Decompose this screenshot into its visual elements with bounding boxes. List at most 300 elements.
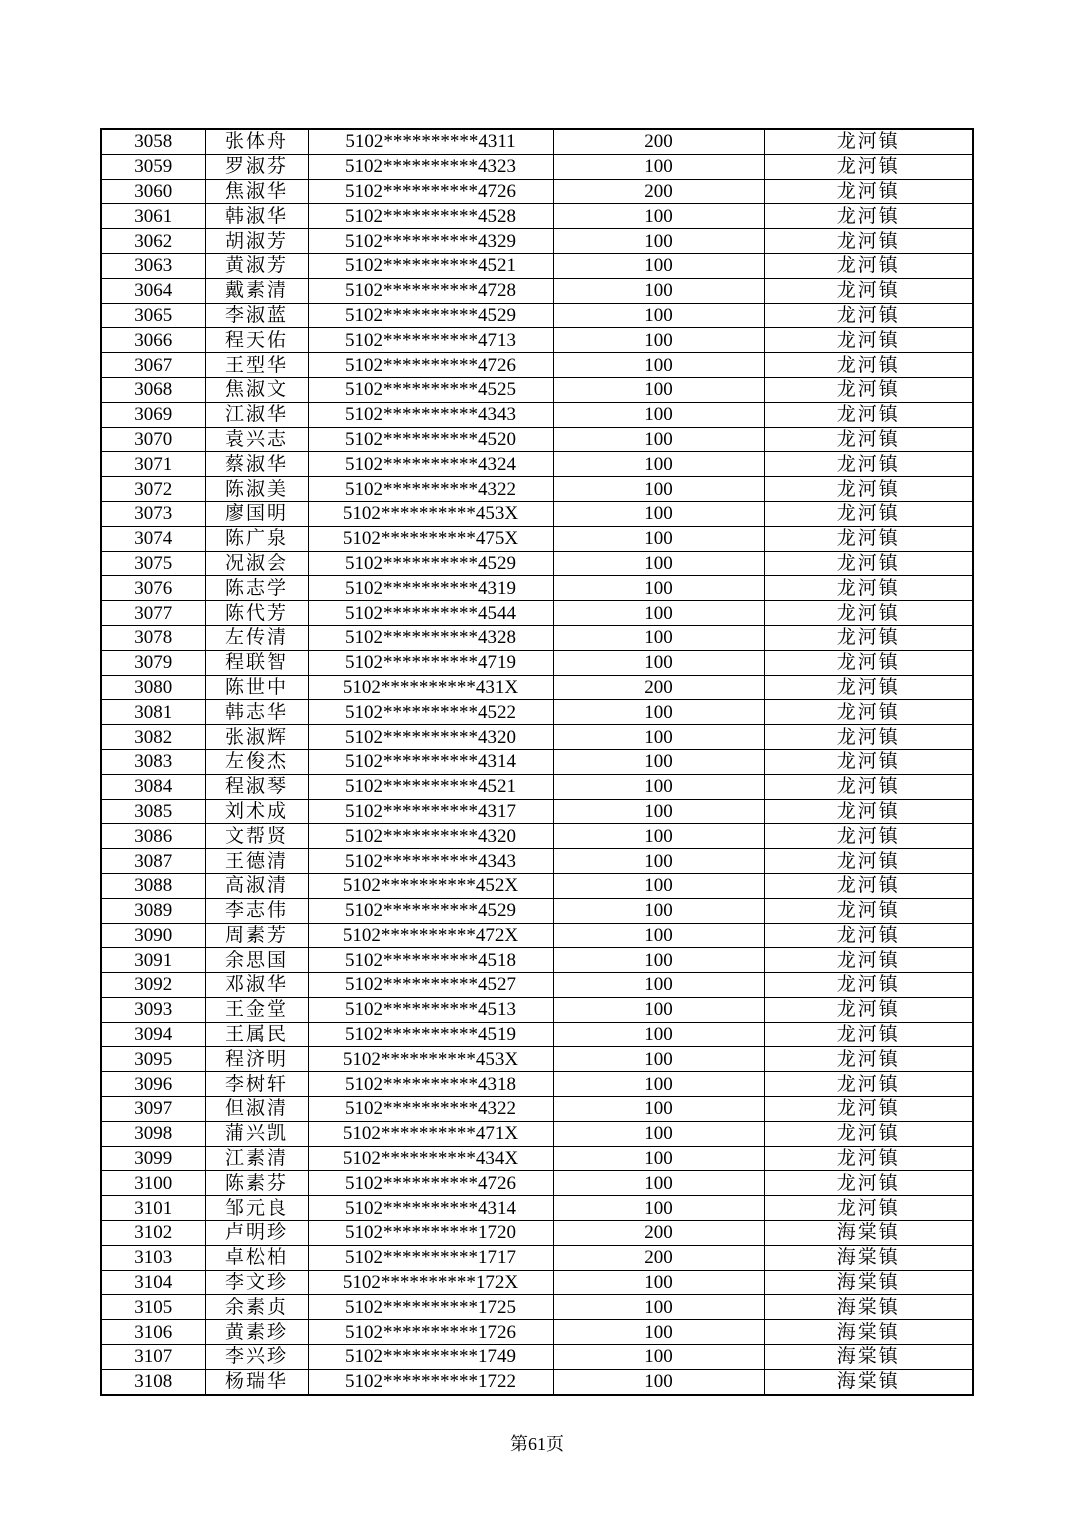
table-row	[101, 873, 973, 898]
id-number-cell: 5102**********475X	[308, 526, 553, 551]
table-row	[101, 675, 973, 700]
amount-cell: 100	[553, 501, 764, 526]
town-cell: 龙河镇	[764, 129, 973, 154]
name-cell: 李树轩	[205, 1072, 308, 1097]
amount-cell: 100	[553, 576, 764, 601]
name-cell: 江素清	[205, 1146, 308, 1171]
name-cell: 李淑蓝	[205, 303, 308, 328]
data-table	[100, 128, 974, 1396]
id-number-cell: 5102**********1725	[308, 1295, 553, 1320]
amount-cell: 100	[553, 923, 764, 948]
id-number-cell: 5102**********452X	[308, 873, 553, 898]
amount-cell: 100	[553, 625, 764, 650]
id-number-cell: 5102**********4525	[308, 377, 553, 402]
town-cell: 龙河镇	[764, 303, 973, 328]
name-cell: 罗淑芬	[205, 154, 308, 179]
row-number-cell: 3094	[101, 1022, 205, 1047]
name-cell: 李文珍	[205, 1270, 308, 1295]
id-number-cell: 5102**********4529	[308, 898, 553, 923]
town-cell: 龙河镇	[764, 501, 973, 526]
table-row	[101, 576, 973, 601]
row-number-cell: 3086	[101, 824, 205, 849]
table-row	[101, 948, 973, 973]
amount-cell: 100	[553, 1022, 764, 1047]
town-cell: 海棠镇	[764, 1345, 973, 1370]
row-number-cell: 3065	[101, 303, 205, 328]
row-number-cell: 3107	[101, 1345, 205, 1370]
id-number-cell: 5102**********1717	[308, 1245, 553, 1270]
town-cell: 龙河镇	[764, 278, 973, 303]
name-cell: 高淑清	[205, 873, 308, 898]
name-cell: 周素芳	[205, 923, 308, 948]
name-cell: 程济明	[205, 1047, 308, 1072]
row-number-cell: 3058	[101, 129, 205, 154]
amount-cell: 100	[553, 1072, 764, 1097]
town-cell: 海棠镇	[764, 1245, 973, 1270]
town-cell: 龙河镇	[764, 898, 973, 923]
row-number-cell: 3087	[101, 849, 205, 874]
amount-cell: 100	[553, 154, 764, 179]
town-cell: 龙河镇	[764, 1171, 973, 1196]
row-number-cell: 3096	[101, 1072, 205, 1097]
amount-cell: 100	[553, 725, 764, 750]
id-number-cell: 5102**********4328	[308, 625, 553, 650]
row-number-cell: 3059	[101, 154, 205, 179]
amount-cell: 100	[553, 700, 764, 725]
town-cell: 龙河镇	[764, 328, 973, 353]
table-row	[101, 377, 973, 402]
row-number-cell: 3069	[101, 402, 205, 427]
row-number-cell: 3082	[101, 725, 205, 750]
row-number-cell: 3084	[101, 774, 205, 799]
town-cell: 龙河镇	[764, 1022, 973, 1047]
table-row	[101, 1345, 973, 1370]
table-row	[101, 799, 973, 824]
amount-cell: 100	[553, 873, 764, 898]
town-cell: 龙河镇	[764, 774, 973, 799]
name-cell: 江淑华	[205, 402, 308, 427]
id-number-cell: 5102**********4522	[308, 700, 553, 725]
name-cell: 陈世中	[205, 675, 308, 700]
row-number-cell: 3102	[101, 1221, 205, 1246]
amount-cell: 200	[553, 179, 764, 204]
amount-cell: 100	[553, 204, 764, 229]
id-number-cell: 5102**********4343	[308, 849, 553, 874]
id-number-cell: 5102**********4314	[308, 1196, 553, 1221]
row-number-cell: 3097	[101, 1097, 205, 1122]
row-number-cell: 3071	[101, 452, 205, 477]
row-number-cell: 3080	[101, 675, 205, 700]
id-number-cell: 5102**********471X	[308, 1121, 553, 1146]
row-number-cell: 3108	[101, 1369, 205, 1394]
name-cell: 程联智	[205, 650, 308, 675]
table-row	[101, 1369, 973, 1394]
id-number-cell: 5102**********1726	[308, 1320, 553, 1345]
name-cell: 胡淑芳	[205, 229, 308, 254]
name-cell: 程淑琴	[205, 774, 308, 799]
row-number-cell: 3072	[101, 477, 205, 502]
town-cell: 龙河镇	[764, 1047, 973, 1072]
id-number-cell: 5102**********4529	[308, 303, 553, 328]
id-number-cell: 5102**********4317	[308, 799, 553, 824]
name-cell: 左传清	[205, 625, 308, 650]
id-number-cell: 5102**********453X	[308, 501, 553, 526]
name-cell: 陈素芬	[205, 1171, 308, 1196]
town-cell: 龙河镇	[764, 154, 973, 179]
name-cell: 李兴珍	[205, 1345, 308, 1370]
id-number-cell: 5102**********472X	[308, 923, 553, 948]
table-row	[101, 1146, 973, 1171]
id-number-cell: 5102**********4314	[308, 749, 553, 774]
page-number: 第61页	[510, 1434, 564, 1454]
row-number-cell: 3067	[101, 353, 205, 378]
id-number-cell: 5102**********434X	[308, 1146, 553, 1171]
amount-cell: 100	[553, 1171, 764, 1196]
row-number-cell: 3085	[101, 799, 205, 824]
row-number-cell: 3083	[101, 749, 205, 774]
amount-cell: 100	[553, 1146, 764, 1171]
town-cell: 龙河镇	[764, 948, 973, 973]
table-row	[101, 129, 973, 154]
town-cell: 龙河镇	[764, 377, 973, 402]
town-cell: 龙河镇	[764, 1121, 973, 1146]
town-cell: 龙河镇	[764, 427, 973, 452]
amount-cell: 100	[553, 824, 764, 849]
name-cell: 程天佑	[205, 328, 308, 353]
amount-cell: 100	[553, 452, 764, 477]
name-cell: 余素贞	[205, 1295, 308, 1320]
amount-cell: 100	[553, 799, 764, 824]
row-number-cell: 3078	[101, 625, 205, 650]
table-row	[101, 452, 973, 477]
name-cell: 黄淑芳	[205, 253, 308, 278]
table-row	[101, 1221, 973, 1246]
table-row	[101, 303, 973, 328]
amount-cell: 100	[553, 1097, 764, 1122]
id-number-cell: 5102**********4726	[308, 179, 553, 204]
id-number-cell: 5102**********4726	[308, 353, 553, 378]
id-number-cell: 5102**********4520	[308, 427, 553, 452]
amount-cell: 100	[553, 849, 764, 874]
town-cell: 龙河镇	[764, 576, 973, 601]
table-row	[101, 601, 973, 626]
amount-cell: 200	[553, 129, 764, 154]
row-number-cell: 3064	[101, 278, 205, 303]
id-number-cell: 5102**********4311	[308, 129, 553, 154]
id-number-cell: 5102**********4329	[308, 229, 553, 254]
town-cell: 龙河镇	[764, 973, 973, 998]
amount-cell: 200	[553, 1221, 764, 1246]
id-number-cell: 5102**********4320	[308, 824, 553, 849]
id-number-cell: 5102**********4318	[308, 1072, 553, 1097]
id-number-cell: 5102**********4728	[308, 278, 553, 303]
amount-cell: 100	[553, 898, 764, 923]
id-number-cell: 5102**********4322	[308, 477, 553, 502]
table-row	[101, 1072, 973, 1097]
id-number-cell: 5102**********4528	[308, 204, 553, 229]
amount-cell: 100	[553, 749, 764, 774]
id-number-cell: 5102**********4527	[308, 973, 553, 998]
name-cell: 张体舟	[205, 129, 308, 154]
name-cell: 陈代芳	[205, 601, 308, 626]
amount-cell: 100	[553, 1121, 764, 1146]
town-cell: 海棠镇	[764, 1270, 973, 1295]
town-cell: 龙河镇	[764, 253, 973, 278]
table-row	[101, 154, 973, 179]
name-cell: 王德清	[205, 849, 308, 874]
table-row	[101, 1320, 973, 1345]
table-row	[101, 179, 973, 204]
amount-cell: 100	[553, 377, 764, 402]
name-cell: 蔡淑华	[205, 452, 308, 477]
town-cell: 龙河镇	[764, 625, 973, 650]
town-cell: 龙河镇	[764, 873, 973, 898]
row-number-cell: 3088	[101, 873, 205, 898]
row-number-cell: 3091	[101, 948, 205, 973]
town-cell: 龙河镇	[764, 402, 973, 427]
town-cell: 龙河镇	[764, 477, 973, 502]
id-number-cell: 5102**********1749	[308, 1345, 553, 1370]
row-number-cell: 3073	[101, 501, 205, 526]
town-cell: 龙河镇	[764, 229, 973, 254]
amount-cell: 100	[553, 948, 764, 973]
row-number-cell: 3081	[101, 700, 205, 725]
table-row	[101, 353, 973, 378]
row-number-cell: 3106	[101, 1320, 205, 1345]
table-row	[101, 650, 973, 675]
name-cell: 文帮贤	[205, 824, 308, 849]
town-cell: 龙河镇	[764, 997, 973, 1022]
name-cell: 陈淑美	[205, 477, 308, 502]
name-cell: 焦淑华	[205, 179, 308, 204]
town-cell: 龙河镇	[764, 675, 973, 700]
table-row	[101, 625, 973, 650]
id-number-cell: 5102**********1722	[308, 1369, 553, 1394]
table-row	[101, 427, 973, 452]
name-cell: 杨瑞华	[205, 1369, 308, 1394]
name-cell: 陈广泉	[205, 526, 308, 551]
name-cell: 焦淑文	[205, 377, 308, 402]
town-cell: 龙河镇	[764, 1097, 973, 1122]
table-row	[101, 551, 973, 576]
name-cell: 况淑会	[205, 551, 308, 576]
town-cell: 海棠镇	[764, 1295, 973, 1320]
table-row	[101, 278, 973, 303]
name-cell: 张淑辉	[205, 725, 308, 750]
row-number-cell: 3105	[101, 1295, 205, 1320]
table-row	[101, 501, 973, 526]
row-number-cell: 3075	[101, 551, 205, 576]
table-row	[101, 1121, 973, 1146]
row-number-cell: 3061	[101, 204, 205, 229]
name-cell: 卢明珍	[205, 1221, 308, 1246]
name-cell: 左俊杰	[205, 749, 308, 774]
table-row	[101, 774, 973, 799]
amount-cell: 100	[553, 303, 764, 328]
amount-cell: 100	[553, 1345, 764, 1370]
row-number-cell: 3062	[101, 229, 205, 254]
town-cell: 海棠镇	[764, 1320, 973, 1345]
table-row	[101, 477, 973, 502]
id-number-cell: 5102**********4323	[308, 154, 553, 179]
id-number-cell: 5102**********4519	[308, 1022, 553, 1047]
table-row	[101, 1171, 973, 1196]
amount-cell: 200	[553, 1245, 764, 1270]
table-row	[101, 973, 973, 998]
table-row	[101, 204, 973, 229]
row-number-cell: 3066	[101, 328, 205, 353]
name-cell: 韩志华	[205, 700, 308, 725]
town-cell: 龙河镇	[764, 452, 973, 477]
table-row	[101, 1196, 973, 1221]
amount-cell: 100	[553, 1196, 764, 1221]
amount-cell: 100	[553, 278, 764, 303]
id-number-cell: 5102**********4544	[308, 601, 553, 626]
amount-cell: 100	[553, 774, 764, 799]
name-cell: 余思国	[205, 948, 308, 973]
town-cell: 龙河镇	[764, 799, 973, 824]
table-row	[101, 1245, 973, 1270]
table-row	[101, 1270, 973, 1295]
row-number-cell: 3103	[101, 1245, 205, 1270]
id-number-cell: 5102**********4513	[308, 997, 553, 1022]
amount-cell: 100	[553, 1270, 764, 1295]
id-number-cell: 5102**********4322	[308, 1097, 553, 1122]
id-number-cell: 5102**********4319	[308, 576, 553, 601]
town-cell: 龙河镇	[764, 1196, 973, 1221]
town-cell: 龙河镇	[764, 650, 973, 675]
row-number-cell: 3101	[101, 1196, 205, 1221]
row-number-cell: 3076	[101, 576, 205, 601]
table-row	[101, 1097, 973, 1122]
row-number-cell: 3090	[101, 923, 205, 948]
name-cell: 王金堂	[205, 997, 308, 1022]
table-row	[101, 1047, 973, 1072]
row-number-cell: 3060	[101, 179, 205, 204]
table-body	[101, 129, 973, 1395]
row-number-cell: 3079	[101, 650, 205, 675]
row-number-cell: 3099	[101, 1146, 205, 1171]
amount-cell: 100	[553, 1295, 764, 1320]
town-cell: 龙河镇	[764, 849, 973, 874]
table-row	[101, 1022, 973, 1047]
table-row	[101, 229, 973, 254]
name-cell: 李志伟	[205, 898, 308, 923]
id-number-cell: 5102**********431X	[308, 675, 553, 700]
town-cell: 龙河镇	[764, 179, 973, 204]
row-number-cell: 3063	[101, 253, 205, 278]
town-cell: 龙河镇	[764, 526, 973, 551]
amount-cell: 100	[553, 353, 764, 378]
name-cell: 戴素清	[205, 278, 308, 303]
name-cell: 邓淑华	[205, 973, 308, 998]
town-cell: 龙河镇	[764, 551, 973, 576]
name-cell: 蒲兴凯	[205, 1121, 308, 1146]
row-number-cell: 3089	[101, 898, 205, 923]
town-cell: 龙河镇	[764, 601, 973, 626]
town-cell: 龙河镇	[764, 749, 973, 774]
row-number-cell: 3068	[101, 377, 205, 402]
table-row	[101, 923, 973, 948]
row-number-cell: 3093	[101, 997, 205, 1022]
amount-cell: 100	[553, 477, 764, 502]
amount-cell: 100	[553, 973, 764, 998]
row-number-cell: 3100	[101, 1171, 205, 1196]
amount-cell: 100	[553, 997, 764, 1022]
town-cell: 龙河镇	[764, 700, 973, 725]
row-number-cell: 3077	[101, 601, 205, 626]
row-number-cell: 3092	[101, 973, 205, 998]
amount-cell: 100	[553, 551, 764, 576]
amount-cell: 100	[553, 328, 764, 353]
town-cell: 龙河镇	[764, 1146, 973, 1171]
town-cell: 海棠镇	[764, 1369, 973, 1394]
town-cell: 龙河镇	[764, 824, 973, 849]
town-cell: 龙河镇	[764, 923, 973, 948]
name-cell: 王型华	[205, 353, 308, 378]
town-cell: 龙河镇	[764, 353, 973, 378]
amount-cell: 100	[553, 402, 764, 427]
id-number-cell: 5102**********4343	[308, 402, 553, 427]
row-number-cell: 3070	[101, 427, 205, 452]
id-number-cell: 5102**********4726	[308, 1171, 553, 1196]
table-row	[101, 402, 973, 427]
id-number-cell: 5102**********4320	[308, 725, 553, 750]
id-number-cell: 5102**********4719	[308, 650, 553, 675]
table-row	[101, 849, 973, 874]
amount-cell: 100	[553, 253, 764, 278]
amount-cell: 100	[553, 1047, 764, 1072]
id-number-cell: 5102**********4518	[308, 948, 553, 973]
table-row	[101, 824, 973, 849]
id-number-cell: 5102**********453X	[308, 1047, 553, 1072]
table-row	[101, 526, 973, 551]
amount-cell: 100	[553, 1320, 764, 1345]
amount-cell: 100	[553, 601, 764, 626]
amount-cell: 100	[553, 1369, 764, 1394]
table-row	[101, 253, 973, 278]
row-number-cell: 3104	[101, 1270, 205, 1295]
id-number-cell: 5102**********1720	[308, 1221, 553, 1246]
table-row	[101, 328, 973, 353]
name-cell: 黄素珍	[205, 1320, 308, 1345]
id-number-cell: 5102**********4521	[308, 774, 553, 799]
name-cell: 王属民	[205, 1022, 308, 1047]
id-number-cell: 5102**********4324	[308, 452, 553, 477]
town-cell: 海棠镇	[764, 1221, 973, 1246]
town-cell: 龙河镇	[764, 204, 973, 229]
table-row	[101, 725, 973, 750]
amount-cell: 100	[553, 526, 764, 551]
row-number-cell: 3074	[101, 526, 205, 551]
id-number-cell: 5102**********4713	[308, 328, 553, 353]
row-number-cell: 3095	[101, 1047, 205, 1072]
id-number-cell: 5102**********4521	[308, 253, 553, 278]
table-row	[101, 749, 973, 774]
name-cell: 韩淑华	[205, 204, 308, 229]
name-cell: 袁兴志	[205, 427, 308, 452]
table-row	[101, 898, 973, 923]
name-cell: 陈志学	[205, 576, 308, 601]
id-number-cell: 5102**********4529	[308, 551, 553, 576]
town-cell: 龙河镇	[764, 1072, 973, 1097]
name-cell: 刘术成	[205, 799, 308, 824]
table-row	[101, 997, 973, 1022]
table-row	[101, 700, 973, 725]
name-cell: 廖国明	[205, 501, 308, 526]
name-cell: 邹元良	[205, 1196, 308, 1221]
amount-cell: 100	[553, 229, 764, 254]
